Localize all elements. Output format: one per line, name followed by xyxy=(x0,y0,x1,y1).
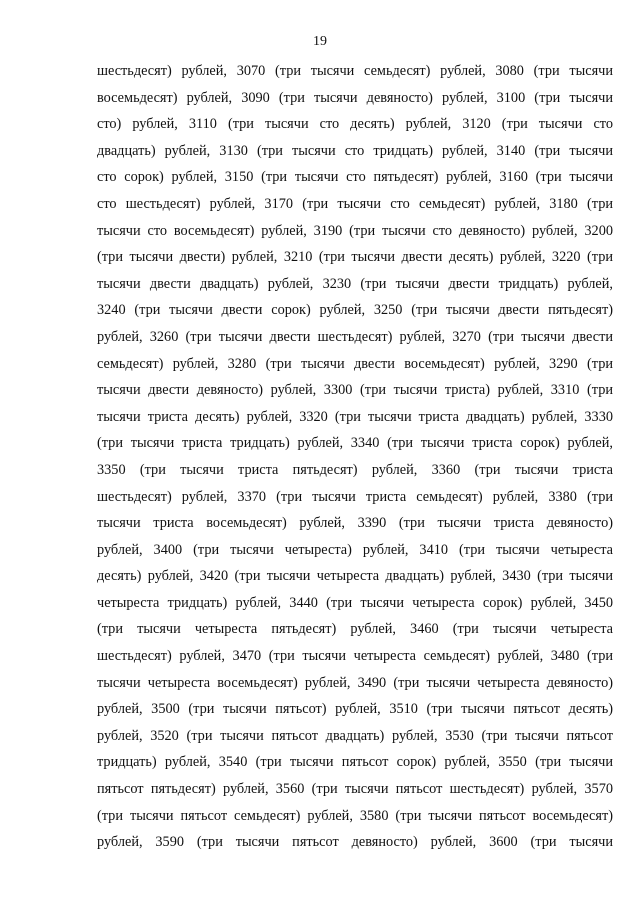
text-line: семьдесят) рублей, 3280 (три тысячи двести восемьдесят) рублей, 3290 (три xyxy=(97,355,613,372)
text-line: двадцать) рублей, 3130 (три тысячи сто тридцать) рублей, 3140 (три тысячи xyxy=(97,142,613,159)
text-line: тысячи сто восемьдесят) рублей, 3190 (три тысячи сто девяносто) рублей, 3200 xyxy=(97,222,613,239)
text-line: шестьдесят) рублей, 3370 (три тысячи триста семьдесят) рублей, 3380 (три xyxy=(97,488,613,505)
text-line: рублей, 3260 (три тысячи двести шестьдесят) рублей, 3270 (три тысячи двести xyxy=(97,328,613,345)
text-line: пятьсот пятьдесят) рублей, 3560 (три тысячи пятьсот шестьдесят) рублей, 3570 xyxy=(97,781,613,798)
text-line: тысячи двести девяносто) рублей, 3300 (три тысячи триста) рублей, 3310 (три xyxy=(97,382,613,399)
text-line: тридцать) рублей, 3540 (три тысячи пятьсот сорок) рублей, 3550 (три тысячи xyxy=(97,754,613,771)
text-line: четыреста тридцать) рублей, 3440 (три тысячи четыреста сорок) рублей, 3450 xyxy=(97,594,613,611)
text-line: сто сорок) рублей, 3150 (три тысячи сто пятьдесят) рублей, 3160 (три тысячи xyxy=(97,169,613,186)
text-line: (три тысячи пятьсот семьдесят) рублей, 3580 (три тысячи пятьсот восемьдесят) xyxy=(97,807,613,824)
text-line: сто) рублей, 3110 (три тысячи сто десять) рублей, 3120 (три тысячи сто xyxy=(97,116,613,133)
text-line: шестьдесят) рублей, 3470 (три тысячи четыреста семьдесят) рублей, 3480 (три xyxy=(97,648,613,665)
text-line: рублей, 3400 (три тысячи четыреста) рублей, 3410 (три тысячи четыреста xyxy=(97,541,613,558)
text-line: тысячи триста восемьдесят) рублей, 3390 (три тысячи триста девяносто) xyxy=(97,515,613,532)
text-line: (три тысячи четыреста пятьдесят) рублей, 3460 (три тысячи четыреста xyxy=(97,621,613,638)
text-line: рублей, 3590 (три тысячи пятьсот девяносто) рублей, 3600 (три тысячи xyxy=(97,834,613,851)
text-line: рублей, 3520 (три тысячи пятьсот двадцать) рублей, 3530 (три тысячи пятьсот xyxy=(97,727,613,744)
text-line: сто шестьдесят) рублей, 3170 (три тысячи сто семьдесят) рублей, 3180 (три xyxy=(97,195,613,212)
text-line: тысячи четыреста восемьдесят) рублей, 3490 (три тысячи четыреста девяносто) xyxy=(97,674,613,691)
text-line: тысячи триста десять) рублей, 3320 (три тысячи триста двадцать) рублей, 3330 xyxy=(97,408,613,425)
page-number: 19 xyxy=(313,34,327,49)
text-line: тысячи двести двадцать) рублей, 3230 (три тысячи двести тридцать) рублей, xyxy=(97,275,613,292)
text-line: десять) рублей, 3420 (три тысячи четыреста двадцать) рублей, 3430 (три тысячи xyxy=(97,568,613,585)
text-line: шестьдесят) рублей, 3070 (три тысячи семьдесят) рублей, 3080 (три тысячи xyxy=(97,63,613,79)
text-line: 3240 (три тысячи двести сорок) рублей, 3250 (три тысячи двести пятьдесят) xyxy=(97,302,613,319)
text-line: 3350 (три тысячи триста пятьдесят) рублей, 3360 (три тысячи триста xyxy=(97,461,613,478)
text-line: (три тысячи двести) рублей, 3210 (три тысячи двести десять) рублей, 3220 (три xyxy=(97,249,613,266)
text-line: рублей, 3500 (три тысячи пятьсот) рублей, 3510 (три тысячи пятьсот десять) xyxy=(97,701,613,718)
document-body xyxy=(97,58,613,856)
text-line: восемьдесят) рублей, 3090 (три тысячи девяносто) рублей, 3100 (три тысячи xyxy=(97,89,613,106)
text-line: (три тысячи триста тридцать) рублей, 3340 (три тысячи триста сорок) рублей, xyxy=(97,435,613,452)
